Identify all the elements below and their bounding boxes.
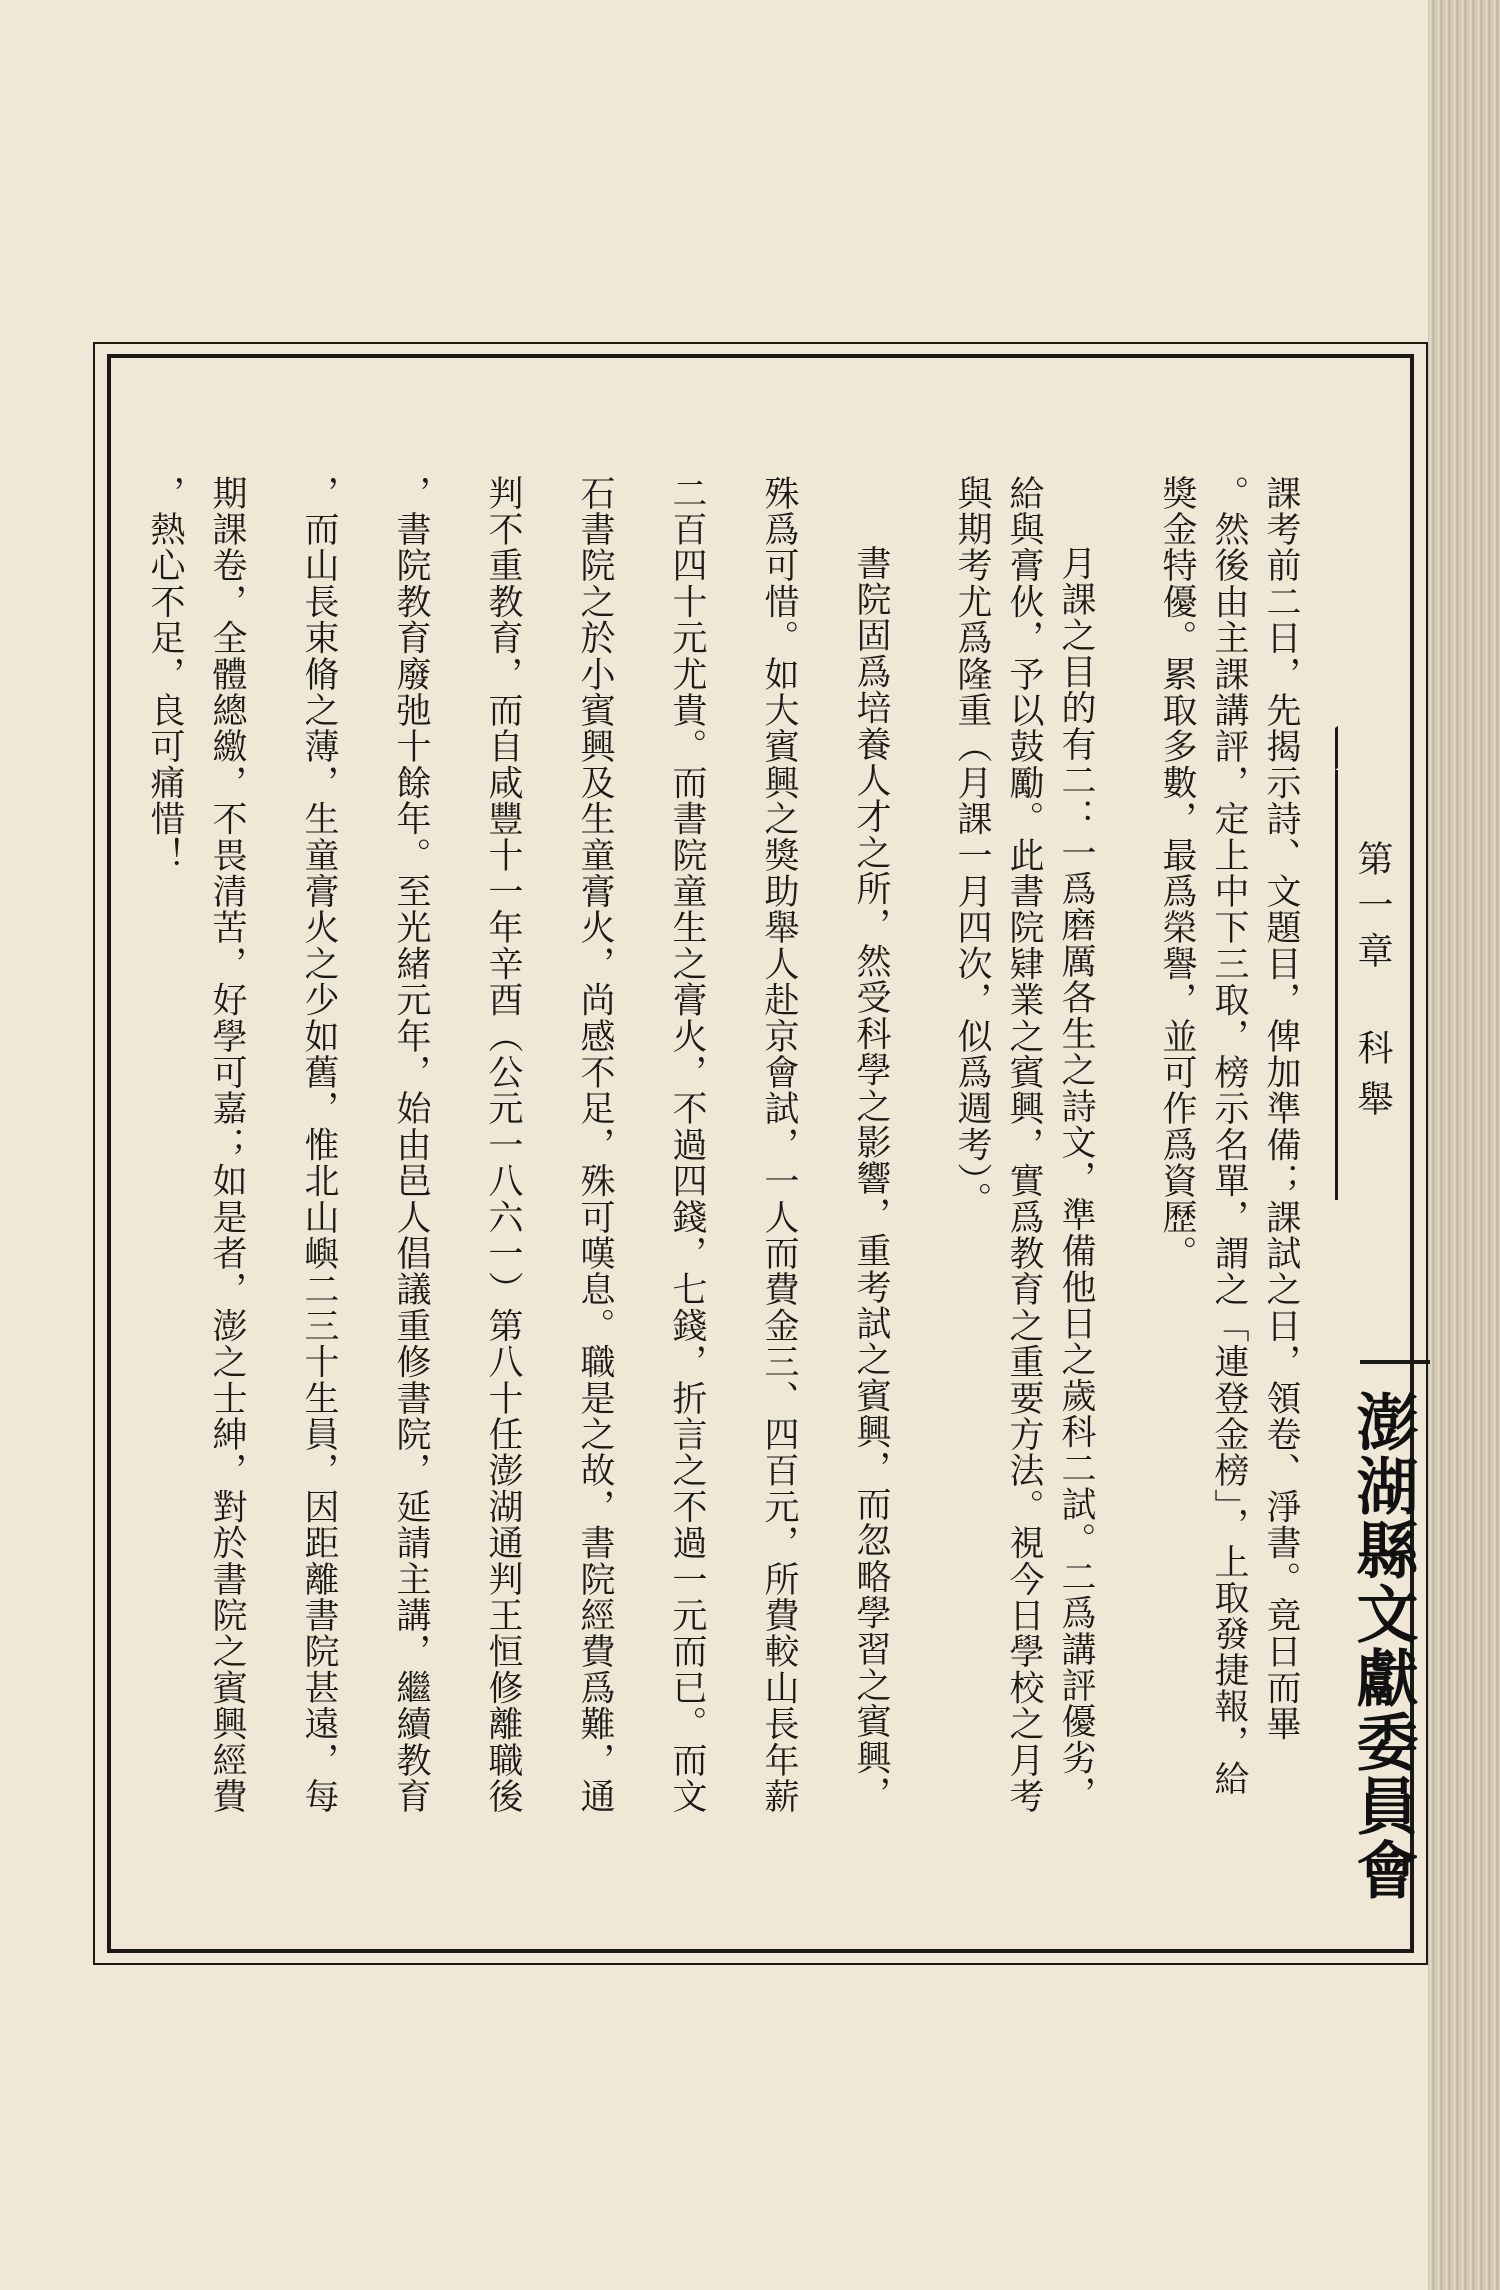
text-column-3: 獎金特優。累取多數，最爲榮譽，並可作爲資歷。: [1157, 475, 1197, 1272]
text-column-1: 課考前二日，先揭示詩、文題目，俾加準備；課試之日，領卷、淨書。竟日而畢: [1261, 475, 1301, 1742]
publisher-name: 澎湖縣文獻委員會: [1346, 1390, 1419, 1902]
chapter-word: 舉: [1352, 1080, 1393, 1116]
text-column-7: 書院固爲培養人才之所，然受科學之影響，重考試之賓興，而忽略學習之賓興，: [851, 545, 891, 1812]
text-column-12: ，書院教育廢弛十餘年。至光緒元年，始由邑人倡議重修書院，延請主講，繼續教育: [391, 475, 431, 1815]
text-column-8: 殊爲可惜。如大賓興之獎助舉人赴京會試，一人而費金三、四百元，所費較山長年薪: [759, 475, 799, 1815]
text-column-4: 月課之目的有二：一爲磨厲各生之詩文，準備他日之歲科二試。二爲講評優劣，: [1056, 545, 1096, 1812]
text-column-14: 期課卷，全體總繳，不畏清苦，好學可嘉；如是者，澎之士紳，對於書院之賓興經費: [207, 475, 247, 1815]
chapter-label: 第一章 科: [1352, 840, 1393, 1075]
text-column-15: ，熱心不足，良可痛惜！: [145, 475, 185, 874]
text-column-5: 給與膏伙，予以鼓勵。此書院肄業之賓興，實爲教育之重要方法。視今日學校之月考: [1004, 475, 1044, 1815]
text-column-6: 與期考尤爲隆重（月課一月四次，似爲週考）。: [952, 475, 992, 1218]
text-column-13: ，而山長束脩之薄，生童膏火之少如舊，惟北山嶼二三十生員，因距離書院甚遠，每: [299, 475, 339, 1815]
publisher-rule: [1360, 1360, 1430, 1364]
text-column-9: 二百四十元尤貴。而書院童生之膏火，不過四錢，七錢，折言之不過一元而已。而文: [667, 475, 707, 1815]
text-column-2: 。然後由主課講評，定上中下三取，榜示名單，謂之「連登金榜」，上取發捷報，給: [1209, 475, 1249, 1797]
page-edge: [1428, 0, 1500, 2290]
text-column-11: 判不重教育，而自咸豐十一年辛酉（公元一八六一）第八十任澎湖通判王恒修離職後: [483, 475, 523, 1815]
text-column-10: 石書院之於小賓興及生童膏火，尚感不足，殊可嘆息。職是之故，書院經費爲難，通: [575, 475, 615, 1815]
